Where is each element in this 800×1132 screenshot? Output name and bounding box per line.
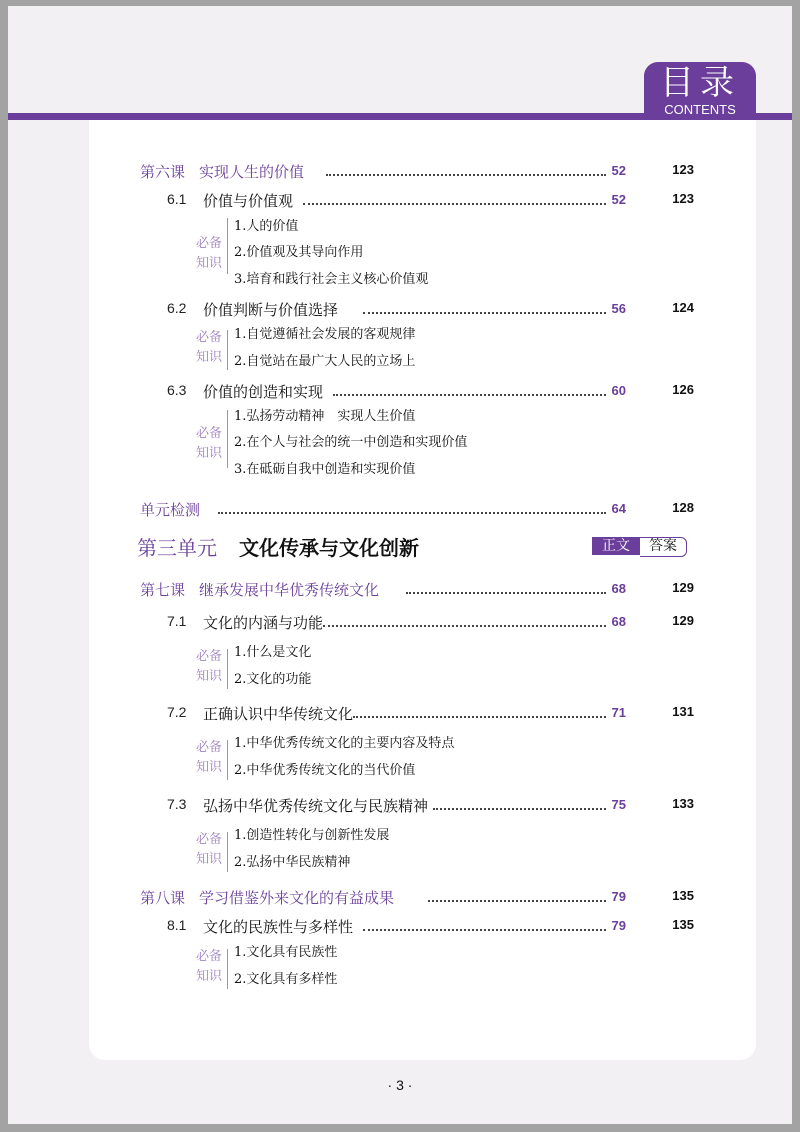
section-title: 价值的创造和实现 bbox=[203, 383, 324, 401]
page-main: 52 bbox=[611, 192, 626, 207]
kp-item: 3.培育和践行社会主义核心价值观 bbox=[234, 272, 429, 287]
kp-label: 必备 知识 bbox=[196, 949, 223, 984]
kp-divider bbox=[227, 740, 228, 780]
section-title: 弘扬中华优秀传统文化与民族精神 bbox=[203, 797, 429, 815]
leader-dots bbox=[333, 394, 606, 396]
leader-dots bbox=[326, 174, 606, 176]
kp-item: 1.创造性转化与创新性发展 bbox=[234, 828, 390, 843]
page-answer: 129 bbox=[672, 580, 694, 595]
page-answer: 131 bbox=[672, 704, 694, 719]
unit-check-title: 单元检测 bbox=[140, 501, 201, 519]
section-title: 文化的民族性与多样性 bbox=[203, 918, 354, 936]
page-main: 79 bbox=[611, 889, 626, 904]
page-main: 68 bbox=[611, 581, 626, 596]
kp-item: 1.中华优秀传统文化的主要内容及特点 bbox=[234, 736, 455, 751]
page-main: 60 bbox=[611, 383, 626, 398]
kp-item: 3.在砥砺自我中创造和实现价值 bbox=[234, 462, 416, 477]
page-main: 71 bbox=[611, 705, 626, 720]
leader-dots bbox=[218, 512, 606, 514]
kp-item: 2.价值观及其导向作用 bbox=[234, 245, 364, 260]
tab-answers[interactable]: 答案 bbox=[640, 537, 687, 557]
kp-divider bbox=[227, 649, 228, 689]
kp-item: 1.什么是文化 bbox=[234, 645, 312, 660]
lesson-number: 第六课 bbox=[140, 163, 186, 181]
leader-dots bbox=[428, 900, 606, 902]
kp-divider bbox=[227, 330, 228, 370]
kp-divider bbox=[227, 410, 228, 468]
lesson-title: 继承发展中华优秀传统文化 bbox=[199, 581, 380, 599]
unit-number: 第三单元 bbox=[137, 536, 217, 560]
page-main: 64 bbox=[611, 501, 626, 516]
kp-item: 1.文化具有民族性 bbox=[234, 945, 338, 960]
page-answer: 133 bbox=[672, 796, 694, 811]
page-main: 56 bbox=[611, 301, 626, 316]
leader-dots bbox=[323, 625, 606, 627]
kp-label: 必备 知识 bbox=[196, 832, 223, 867]
kp-item: 1.自觉遵循社会发展的客观规律 bbox=[234, 327, 416, 342]
section-title: 价值判断与价值选择 bbox=[203, 301, 339, 319]
leader-dots bbox=[363, 312, 606, 314]
leader-dots bbox=[406, 592, 606, 594]
lesson-number: 第八课 bbox=[140, 889, 186, 907]
page-main: 75 bbox=[611, 797, 626, 812]
contents-tab bbox=[644, 62, 756, 120]
page-answer: 135 bbox=[672, 917, 694, 932]
leader-dots bbox=[303, 203, 606, 205]
toc-lesson-7[interactable] bbox=[140, 578, 700, 604]
section-code: 6.2 bbox=[167, 300, 187, 316]
kp-item: 2.自觉站在最广大人民的立场上 bbox=[234, 354, 416, 369]
toc-section-7-3[interactable] bbox=[167, 794, 700, 820]
page-answer: 135 bbox=[672, 888, 694, 903]
toc-section-7-2[interactable] bbox=[167, 702, 700, 728]
toc-section-6-3[interactable] bbox=[167, 380, 700, 406]
section-title: 正确认识中华传统文化 bbox=[203, 705, 354, 723]
kp-item: 2.中华优秀传统文化的当代价值 bbox=[234, 763, 416, 778]
kp-item: 1.弘扬劳动精神 实现人生价值 bbox=[234, 409, 416, 424]
toc-section-8-1[interactable] bbox=[167, 915, 700, 941]
lesson-title: 实现人生的价值 bbox=[199, 163, 305, 181]
section-title: 文化的内涵与功能 bbox=[203, 614, 324, 632]
section-title: 价值与价值观 bbox=[203, 192, 294, 210]
section-code: 6.1 bbox=[167, 191, 187, 207]
page-number: · 3 · bbox=[387, 1077, 413, 1093]
section-code: 7.1 bbox=[167, 613, 187, 629]
leader-dots bbox=[353, 716, 606, 718]
section-code: 7.3 bbox=[167, 796, 187, 812]
page-answer: 124 bbox=[672, 300, 694, 315]
section-code: 7.2 bbox=[167, 704, 187, 720]
kp-label: 必备 知识 bbox=[196, 740, 223, 775]
contents-title: 目录 bbox=[660, 63, 740, 103]
kp-item: 2.文化的功能 bbox=[234, 672, 312, 687]
leader-dots bbox=[433, 808, 606, 810]
toc-lesson-6[interactable] bbox=[140, 160, 700, 186]
kp-item: 2.在个人与社会的统一中创造和实现价值 bbox=[234, 435, 468, 450]
page-main: 68 bbox=[611, 614, 626, 629]
leader-dots bbox=[363, 929, 606, 931]
page-answer: 123 bbox=[672, 191, 694, 206]
toc-unit-check[interactable] bbox=[140, 498, 700, 524]
kp-label: 必备 知识 bbox=[196, 236, 223, 271]
kp-item: 1.人的价值 bbox=[234, 219, 299, 234]
kp-item: 2.文化具有多样性 bbox=[234, 972, 338, 987]
page-main: 79 bbox=[611, 918, 626, 933]
toc-section-7-1[interactable] bbox=[167, 611, 700, 637]
page-answer: 128 bbox=[672, 500, 694, 515]
kp-label: 必备 知识 bbox=[196, 426, 223, 461]
page-main: 52 bbox=[611, 163, 626, 178]
section-code: 8.1 bbox=[167, 917, 187, 933]
kp-divider bbox=[227, 832, 228, 872]
kp-label: 必备 知识 bbox=[196, 649, 223, 684]
contents-subtitle: CONTENTS bbox=[664, 102, 736, 117]
page-answer: 126 bbox=[672, 382, 694, 397]
kp-item: 2.弘扬中华民族精神 bbox=[234, 855, 351, 870]
toc-section-6-1[interactable] bbox=[167, 189, 700, 215]
unit-title: 文化传承与文化创新 bbox=[239, 536, 419, 560]
page-answer: 123 bbox=[672, 162, 694, 177]
tab-main-text[interactable]: 正文 bbox=[592, 537, 640, 555]
kp-divider bbox=[227, 218, 228, 274]
toc-lesson-8[interactable] bbox=[140, 886, 700, 912]
unit-heading bbox=[137, 532, 697, 562]
section-code: 6.3 bbox=[167, 382, 187, 398]
toc-section-6-2[interactable] bbox=[167, 298, 700, 324]
lesson-number: 第七课 bbox=[140, 581, 186, 599]
kp-divider bbox=[227, 949, 228, 989]
page-answer: 129 bbox=[672, 613, 694, 628]
lesson-title: 学习借鉴外来文化的有益成果 bbox=[199, 889, 395, 907]
kp-label: 必备 知识 bbox=[196, 330, 223, 365]
